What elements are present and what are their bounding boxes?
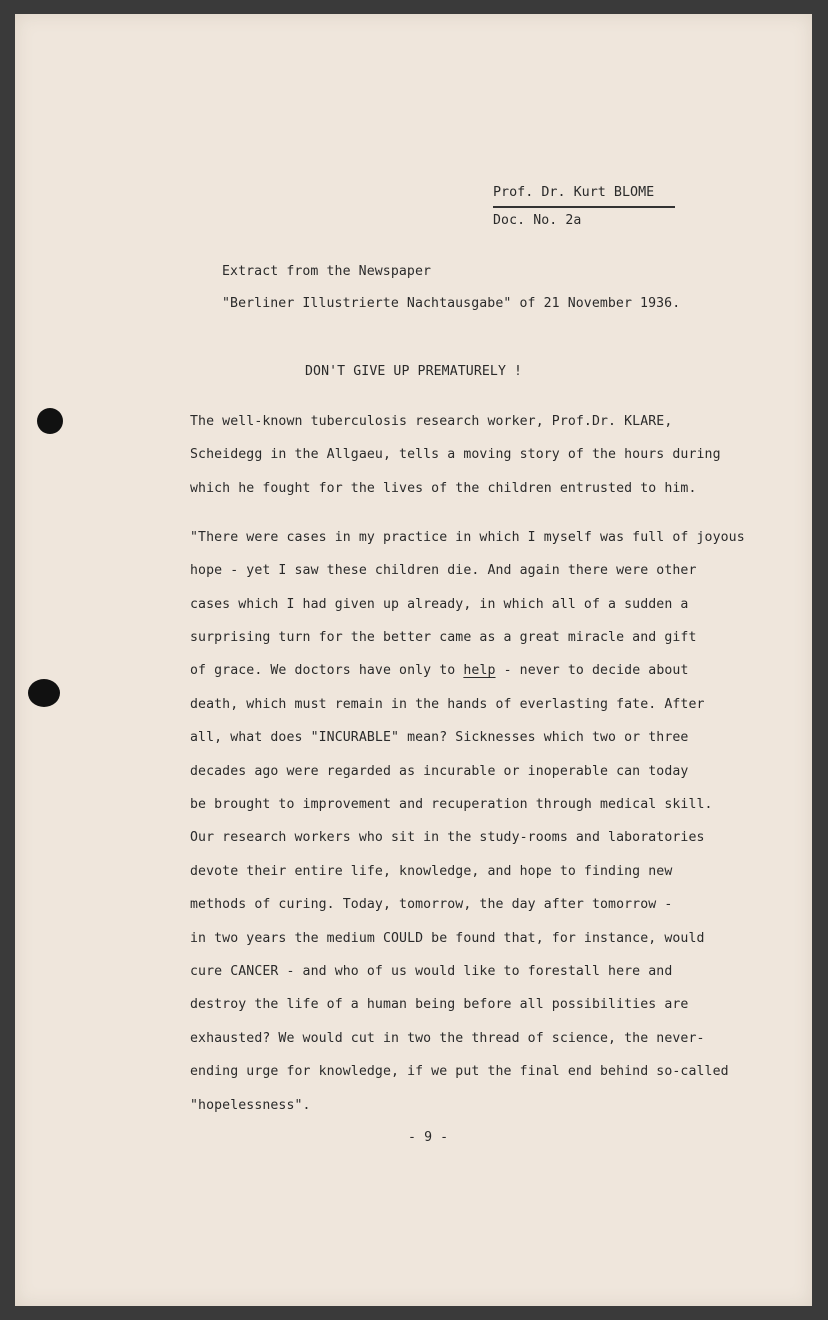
punch-hole-bottom: [28, 679, 60, 707]
intro-line: Scheidegg in the Allgaeu, tells a moving story of the hours during: [190, 447, 721, 462]
quote-line: cases which I had given up already, in which all of a sudden a: [190, 597, 689, 612]
quote-line: devote their entire life, knowledge, and hope to finding new: [190, 864, 673, 879]
quote-line: hope - yet I saw these children die. And again there were other: [190, 563, 697, 578]
quote-line: decades ago were regarded as incurable or inoperable can today: [190, 764, 689, 779]
quote-line-with-emphasis: [190, 664, 688, 677]
document-page: [15, 14, 812, 1306]
intro-line: The well-known tuberculosis research worker, Prof.Dr. KLARE,: [190, 414, 673, 429]
page-number: - 9 -: [408, 1130, 449, 1145]
quote-line: all, what does "INCURABLE" mean? Sicknesses which two or three: [190, 730, 689, 745]
quote-line-head: of grace. We doctors have only to: [190, 663, 464, 678]
punch-hole-top: [37, 408, 63, 434]
source-line-1: Extract from the Newspaper: [222, 264, 432, 279]
quote-line: surprising turn for the better came as a great miracle and gift: [190, 630, 697, 645]
headline: DON'T GIVE UP PREMATURELY !: [305, 364, 523, 379]
quote-line: "There were cases in my practice in which I myself was full of joyous: [190, 530, 745, 545]
quote-line: destroy the life of a human being before all possibilities are: [190, 997, 689, 1012]
document-header: [493, 185, 654, 200]
intro-line: which he fought for the lives of the children entrusted to him.: [190, 481, 697, 496]
quote-line: cure CANCER - and who of us would like to forestall here and: [190, 964, 673, 979]
header-author: Prof. Dr. Kurt BLOME: [493, 185, 655, 200]
quote-line: "hopelessness".: [190, 1098, 311, 1113]
quote-line: be brought to improvement and recuperation through medical skill.: [190, 797, 713, 812]
quote-line: methods of curing. Today, tomorrow, the day after tomorrow -: [190, 897, 673, 912]
quote-line-tail: - never to decide about: [495, 663, 689, 678]
emphasis-word: help: [463, 663, 496, 678]
quote-line: Our research workers who sit in the study-rooms and laboratories: [190, 830, 705, 845]
quote-line: exhausted? We would cut in two the thread of science, the never-: [190, 1031, 705, 1046]
source-line-2: "Berliner Illustrierte Nachtausgabe" of 21 November 1936.: [222, 296, 681, 311]
quote-line: in two years the medium COULD be found that, for instance, would: [190, 931, 705, 946]
quote-line: ending urge for knowledge, if we put the final end behind so-called: [190, 1064, 729, 1079]
quote-line: death, which must remain in the hands of everlasting fate. After: [190, 697, 705, 712]
header-rule: [493, 206, 675, 208]
header-doc-number: Doc. No. 2a: [493, 213, 582, 228]
